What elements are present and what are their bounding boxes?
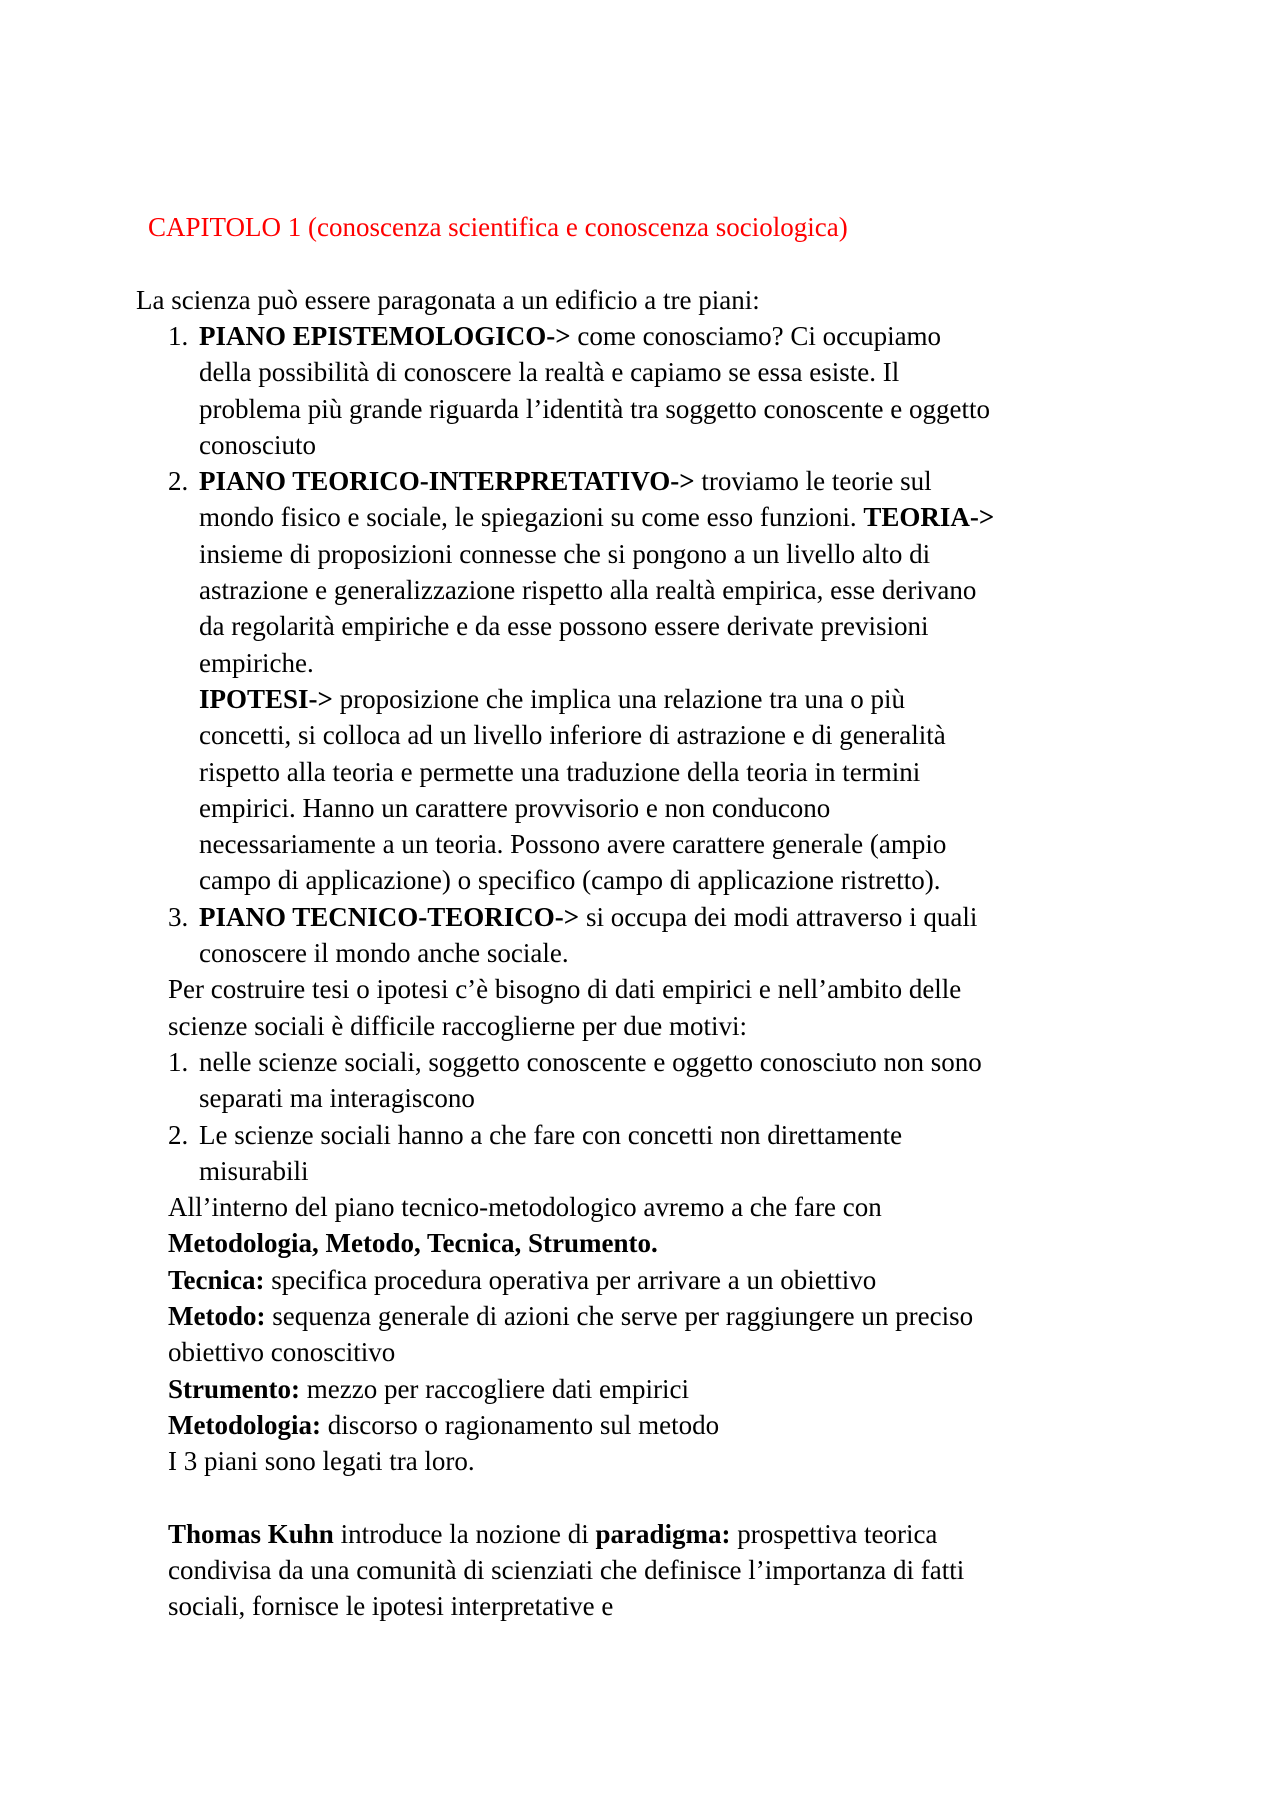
item-text: insieme di proposizioni connesse che si pongono a un livello alto di astrazione e generalizzazione rispetto alla realtà empirica, esse derivano da regolarità empiriche e da esse possono essere derivate previsioni empiriche. bbox=[199, 538, 977, 678]
item-text: proposizione che implica una relazione tra una o più concetti, si colloca ad un livello inferiore di astrazione e di generalità rispetto alla teoria e permette una traduzione della teoria in termini empirici. Hanno un carattere provvisorio e non conducono necessariamente a un teoria. Possono avere carattere generale (ampio campo di applicazione) o specifico (campo di applicazione ristretto). bbox=[199, 683, 947, 896]
list-item bbox=[168, 1044, 998, 1117]
document-body bbox=[168, 318, 998, 1625]
list-item bbox=[168, 318, 998, 463]
list-item bbox=[168, 463, 998, 899]
paragraph-text: All’interno del piano tecnico-metodologico avremo a che fare con bbox=[168, 1192, 882, 1223]
term-bold: Metodologia, Metodo, Tecnica, Strumento. bbox=[168, 1228, 658, 1259]
term-bold: Metodo: bbox=[168, 1301, 266, 1332]
item-text: come conosciamo? Ci occupiamo della possibilità di conoscere la realtà e capiamo se essa esiste. Il problema più grande riguarda l’identità tra soggetto conoscente e oggetto conosciuto bbox=[199, 321, 990, 460]
definition-text: specifica procedura operativa per arrivare a un obiettivo bbox=[264, 1264, 877, 1295]
paragraph bbox=[168, 1189, 998, 1262]
definition-text: discorso o ragionamento sul metodo bbox=[320, 1409, 720, 1440]
list-number: 1. bbox=[168, 321, 189, 351]
term-bold: Metodologia: bbox=[168, 1409, 321, 1440]
term-bold: PIANO TEORICO-INTERPRETATIVO-> bbox=[199, 466, 695, 497]
definition-text: sequenza generale di azioni che serve per raggiungere un preciso obiettivo conoscitivo bbox=[168, 1301, 974, 1368]
list-number: 2. bbox=[168, 1119, 189, 1150]
definition-text: mezzo per raccogliere dati empirici bbox=[299, 1373, 690, 1404]
list-number: 1. bbox=[168, 1046, 189, 1077]
term-bold: IPOTESI-> bbox=[199, 683, 333, 714]
paragraph-kuhn bbox=[168, 1516, 998, 1625]
definition bbox=[168, 1371, 998, 1407]
list-item bbox=[168, 1117, 998, 1190]
definition bbox=[168, 1407, 998, 1443]
term-bold: paradigma: bbox=[595, 1518, 731, 1549]
term-bold: PIANO TECNICO-TEORICO-> bbox=[199, 901, 580, 932]
list-item bbox=[168, 899, 998, 972]
intro-text: La scienza può essere paragonata a un edificio a tre piani: bbox=[136, 285, 760, 315]
term-bold: Thomas Kuhn bbox=[168, 1518, 334, 1549]
list-number: 2. bbox=[168, 466, 189, 497]
item-text: Le scienze sociali hanno a che fare con concetti non direttamente misurabili bbox=[199, 1119, 903, 1186]
item-text: si occupa dei modi attraverso i quali conoscere il mondo anche sociale. bbox=[199, 901, 978, 969]
blank-line bbox=[168, 1480, 998, 1516]
paragraph-text: introduce la nozione di bbox=[333, 1518, 596, 1549]
term-bold: TEORIA-> bbox=[863, 502, 995, 533]
definition bbox=[168, 1298, 998, 1371]
definition bbox=[168, 1262, 998, 1298]
term-bold: PIANO EPISTEMOLOGICO-> bbox=[199, 321, 571, 351]
item-text: troviamo le teorie sul mondo fisico e sociale, le spiegazioni su come esso funzioni. bbox=[199, 466, 932, 533]
term-bold: Tecnica: bbox=[168, 1264, 265, 1295]
chapter-title: CAPITOLO 1 (conoscenza scientifica e conoscenza sociologica) bbox=[148, 212, 848, 242]
list-number: 3. bbox=[168, 901, 189, 932]
item-text: nelle scienze sociali, soggetto conoscente e oggetto conosciuto non sono separati ma interagiscono bbox=[199, 1046, 982, 1114]
paragraph: I 3 piani sono legati tra loro. bbox=[168, 1446, 475, 1477]
paragraph: Per costruire tesi o ipotesi c’è bisogno di dati empirici e nell’ambito delle scienze sociali è difficile raccoglierne per due motivi: bbox=[168, 974, 962, 1041]
term-bold: Strumento: bbox=[168, 1373, 300, 1404]
paragraph-text: prospettiva teorica condivisa da una comunità di scienziati che definisce l’importanza di fatti sociali, fornisce le ipotesi interpretative e bbox=[168, 1518, 965, 1622]
